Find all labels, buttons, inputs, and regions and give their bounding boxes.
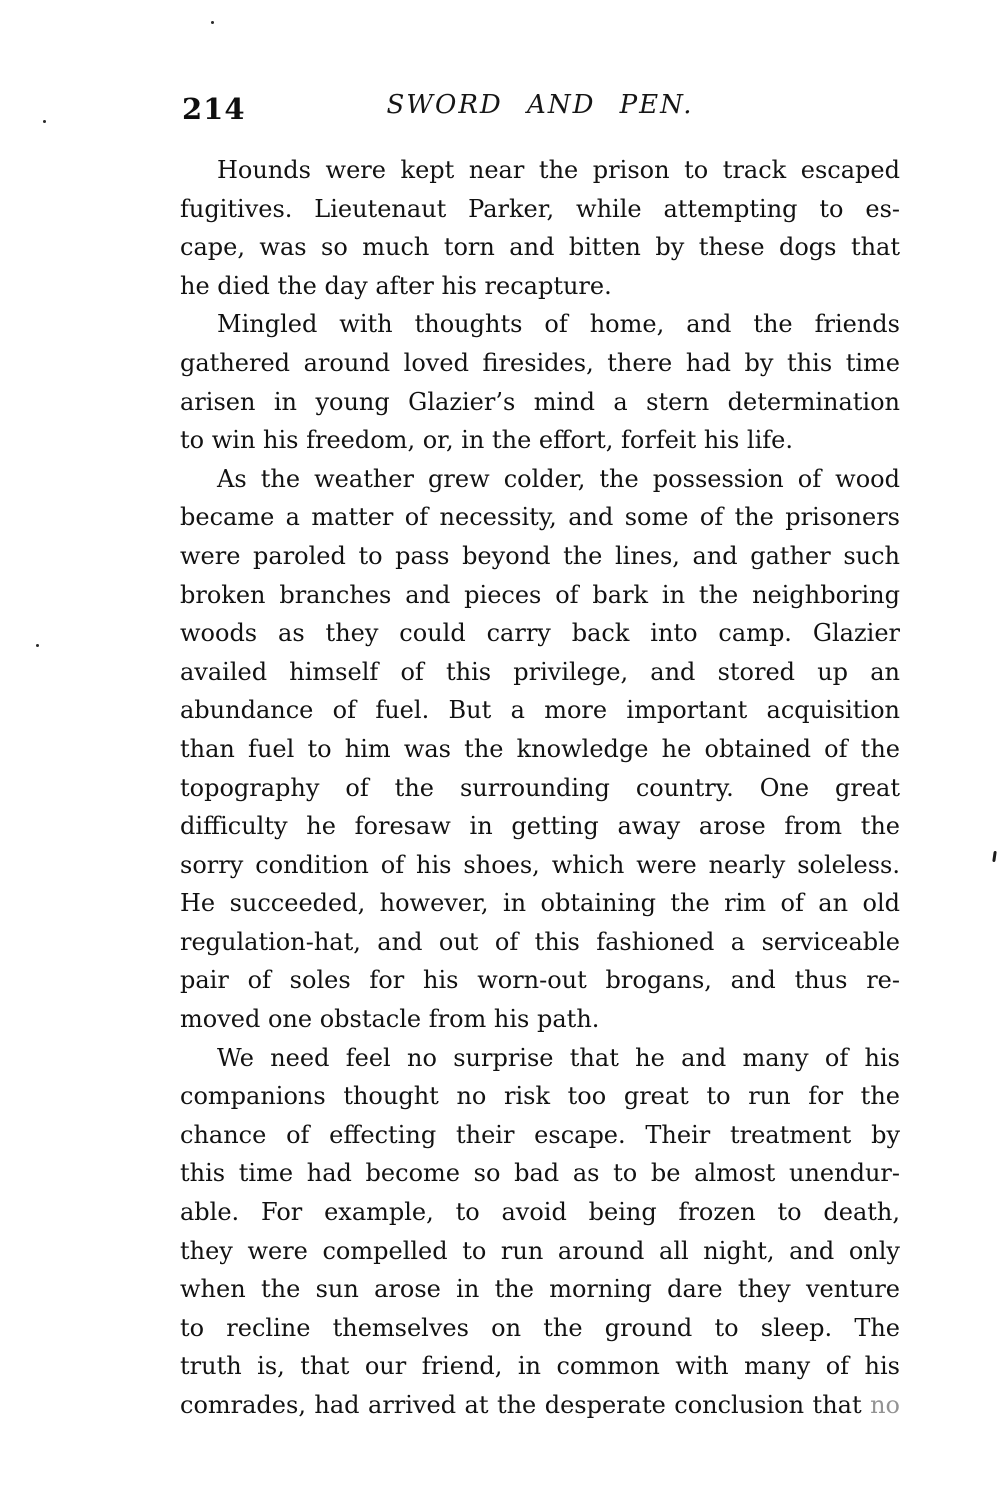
text-line: became a matter of necessity, and some of the prisoners (180, 503, 900, 532)
text-line: were paroled to pass beyond the lines, and gather such (180, 541, 900, 570)
text-line-final (180, 1386, 900, 1425)
text-line: gathered around loved firesides, there had by this time (180, 348, 900, 377)
text-line-faint-word: no (870, 1391, 900, 1419)
page-number: 214 (182, 92, 246, 126)
text-line: broken branches and pieces of bark in the neighboring (180, 580, 900, 609)
text-line: Hounds were kept near the prison to track escaped (217, 156, 900, 184)
text-line: fugitives. Lieutenaut Parker, while attempting to es- (180, 194, 900, 223)
text-line: cape, was so much torn and bitten by these dogs that (180, 233, 900, 262)
text-line: companions thought no risk too great to run for the (180, 1082, 900, 1111)
text-line: to recline themselves on the ground to sleep. The (180, 1313, 900, 1342)
text-line: to win his freedom, or, in the effort, forfeit his life. (180, 426, 793, 455)
text-line: when the sun arose in the morning dare they venture (180, 1275, 900, 1304)
text-line: sorry condition of his shoes, which were nearly soleless. (180, 850, 900, 879)
text-line: able. For example, to avoid being frozen to death, (180, 1198, 900, 1227)
text-line: availed himself of this privilege, and stored up an (180, 657, 900, 686)
text-line: pair of soles for his worn-out brogans, and thus re- (180, 966, 900, 995)
text-line: they were compelled to run around all night, and only (180, 1236, 900, 1265)
scan-speck (43, 120, 46, 123)
scan-speck (992, 851, 997, 862)
scan-speck (211, 21, 214, 24)
text-line: We need feel no surprise that he and many of his (217, 1043, 900, 1072)
text-line: difficulty he foresaw in getting away arose from the (180, 812, 900, 841)
page-header (180, 90, 900, 130)
text-line: He succeeded, however, in obtaining the rim of an old (180, 889, 900, 918)
text-line: chance of effecting their escape. Their treatment by (180, 1120, 900, 1149)
text-line: than fuel to him was the knowledge he obtained of the (180, 734, 900, 763)
text-line: he died the day after his recapture. (180, 271, 612, 300)
text-line: truth is, that our friend, in common with many of his (180, 1352, 900, 1381)
text-line: moved one obstacle from his path. (180, 1005, 600, 1034)
scan-speck (36, 644, 39, 647)
text-line: arisen in young Glazier’s mind a stern determination (180, 387, 900, 416)
text-line: this time had become so bad as to be almost unendur- (180, 1159, 900, 1188)
running-head-title: SWORD AND PEN. (386, 90, 694, 120)
text-line: Mingled with thoughts of home, and the friends (217, 310, 900, 339)
text-line: woods as they could carry back into camp. Glazier (180, 619, 900, 648)
page-body (180, 151, 900, 1425)
text-line-main: comrades, had arrived at the desperate conclusion that (180, 1391, 862, 1419)
text-line: regulation-hat, and out of this fashioned a serviceable (180, 927, 900, 956)
text-line: topography of the surrounding country. One great (180, 773, 900, 802)
text-line: As the weather grew colder, the possession of wood (217, 464, 900, 493)
text-line: abundance of fuel. But a more important acquisition (180, 696, 900, 725)
